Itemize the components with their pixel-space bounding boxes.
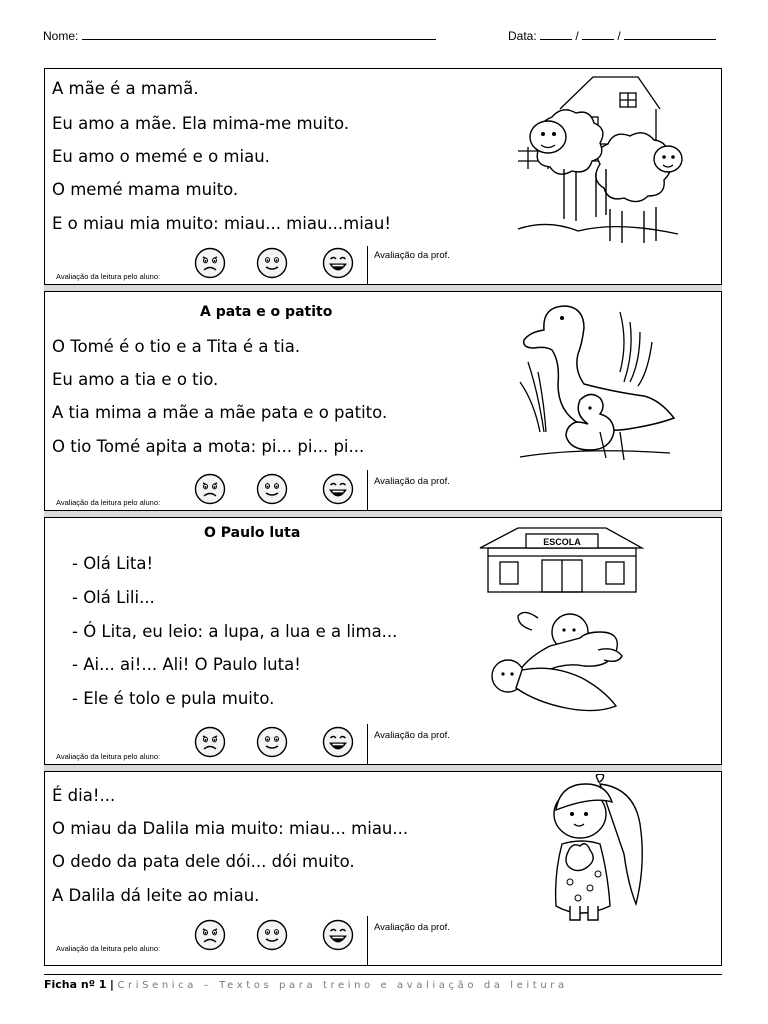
neutral-face-icon[interactable]: [256, 473, 288, 505]
footer: [44, 978, 568, 991]
text-line: - Olá Lili...: [72, 588, 155, 607]
section-divider: [44, 764, 722, 772]
reading-section-4: [44, 772, 722, 965]
footer-rule: [44, 974, 722, 975]
reading-section-1: [44, 69, 722, 284]
worksheet-number: Ficha nº 1: [44, 978, 107, 991]
duck-and-duckling-drawing: [500, 292, 680, 472]
reading-section-3: [44, 518, 722, 764]
student-evaluation-label: Avaliação da leitura pelo aluno:: [56, 944, 161, 953]
date-year-blank[interactable]: [624, 29, 716, 40]
happy-face-icon[interactable]: [322, 247, 354, 279]
date-field[interactable]: [508, 29, 716, 43]
text-line: Eu amo a tia e o tio.: [52, 370, 219, 389]
girl-holding-cat-drawing: [540, 774, 650, 924]
neutral-face-icon[interactable]: [256, 247, 288, 279]
section-divider: [44, 284, 722, 292]
happy-face-icon[interactable]: [322, 473, 354, 505]
footer-separator: |: [109, 978, 114, 991]
teacher-evaluation-divider: [367, 916, 368, 965]
text-line: - Ó Lita, eu leio: a lupa, a lua e a lima...: [72, 622, 398, 641]
happy-face-icon[interactable]: [322, 726, 354, 758]
section-title: O Paulo luta: [204, 525, 301, 541]
student-evaluation-label: Avaliação da leitura pelo aluno:: [56, 752, 161, 761]
section-divider: [44, 510, 722, 518]
student-evaluation-label: Avaliação da leitura pelo aluno:: [56, 498, 161, 507]
student-evaluation-label: Avaliação da leitura pelo aluno:: [56, 272, 161, 281]
teacher-evaluation-label: Avaliação da prof.: [374, 730, 450, 741]
name-field[interactable]: [43, 29, 436, 43]
text-line: A Dalila dá leite ao miau.: [52, 886, 260, 905]
reading-section-2: [44, 292, 722, 510]
teacher-evaluation-label: Avaliação da prof.: [374, 922, 450, 933]
text-line: - Ai... ai!... Ali! O Paulo luta!: [72, 655, 301, 674]
text-line: A tia mima a mãe a mãe pata e o patito.: [52, 403, 388, 422]
school-and-fighting-boys-drawing: [478, 522, 648, 722]
date-separator: /: [617, 29, 621, 43]
teacher-evaluation-divider: [367, 470, 368, 510]
school-sign-text: ESCOLA: [543, 537, 581, 547]
neutral-face-icon[interactable]: [256, 726, 288, 758]
section-title: A pata e o patito: [200, 304, 333, 320]
text-line: A mãe é a mamã.: [52, 79, 199, 98]
date-label: Data:: [508, 29, 537, 43]
teacher-evaluation-divider: [367, 246, 368, 284]
sad-face-icon[interactable]: [194, 247, 226, 279]
name-blank[interactable]: [82, 29, 436, 40]
date-separator: /: [575, 29, 579, 43]
text-line: - Olá Lita!: [72, 554, 154, 573]
neutral-face-icon[interactable]: [256, 919, 288, 951]
teacher-evaluation-divider: [367, 724, 368, 764]
sad-face-icon[interactable]: [194, 473, 226, 505]
happy-face-icon[interactable]: [322, 919, 354, 951]
footer-credit: CriSenica – Textos para treino e avaliação da leitura: [117, 980, 568, 991]
text-line: E o miau mia muito: miau... miau...miau!: [52, 214, 391, 233]
text-line: É dia!...: [52, 786, 116, 805]
text-line: O tio Tomé apita a mota: pi... pi... pi...: [52, 437, 365, 456]
text-line: O dedo da pata dele dói... dói muito.: [52, 852, 355, 871]
text-line: - Ele é tolo e pula muito.: [72, 689, 275, 708]
text-line: Eu amo o memé e o miau.: [52, 147, 270, 166]
teacher-evaluation-label: Avaliação da prof.: [374, 476, 450, 487]
date-month-blank[interactable]: [582, 29, 614, 40]
date-day-blank[interactable]: [540, 29, 572, 40]
teacher-evaluation-label: Avaliação da prof.: [374, 250, 450, 261]
text-line: O memé mama muito.: [52, 180, 239, 199]
sad-face-icon[interactable]: [194, 726, 226, 758]
name-label: Nome:: [43, 29, 79, 43]
sheep-and-house-drawing: [508, 69, 688, 249]
text-line: O miau da Dalila mia muito: miau... miau...: [52, 819, 409, 838]
text-line: Eu amo a mãe. Ela mima-me muito.: [52, 114, 350, 133]
text-line: O Tomé é o tio e a Tita é a tia.: [52, 337, 301, 356]
sad-face-icon[interactable]: [194, 919, 226, 951]
